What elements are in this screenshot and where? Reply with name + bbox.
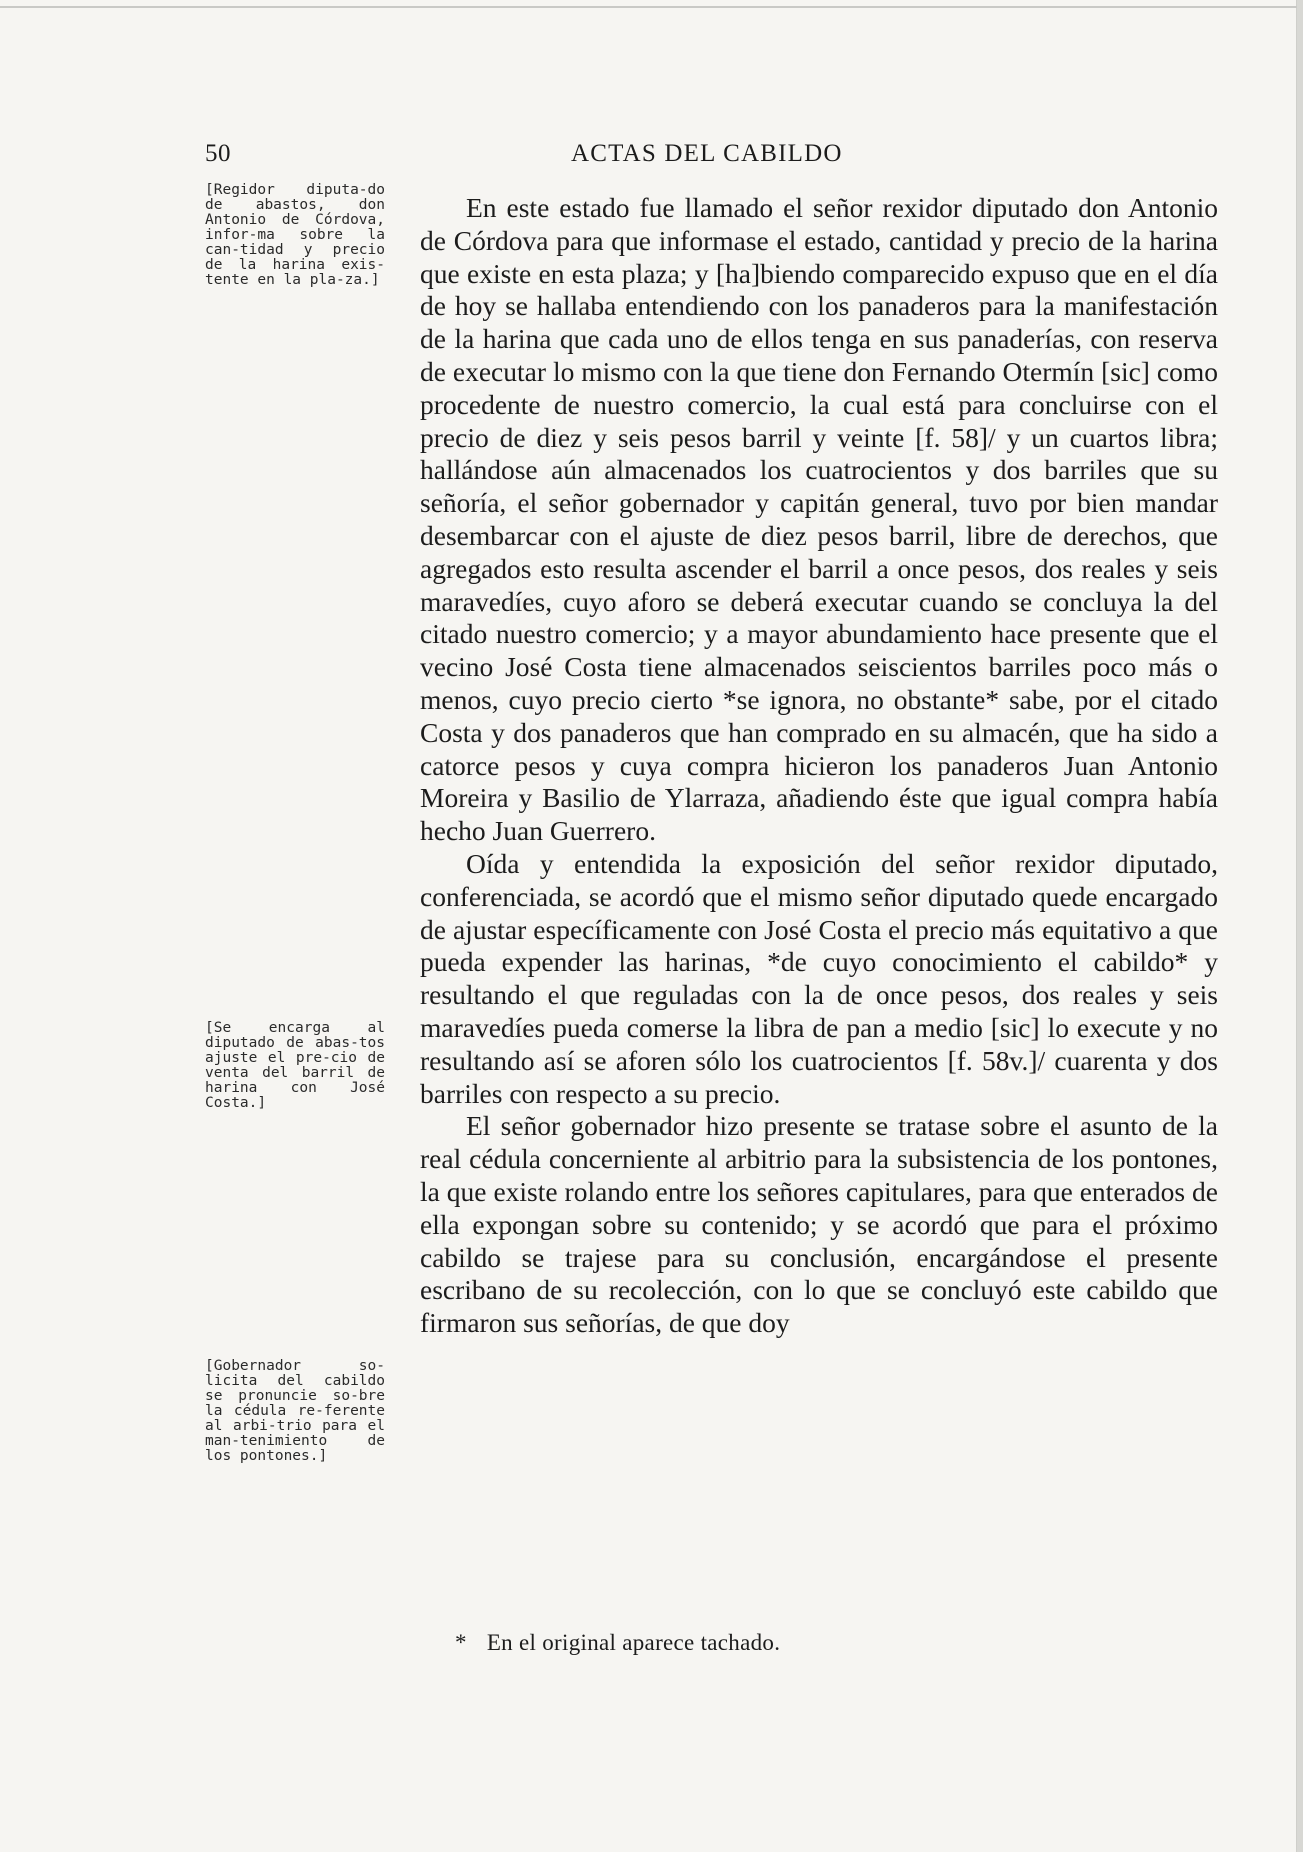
body-text <box>420 192 1218 1340</box>
scan-edge <box>0 6 1297 8</box>
margin-note: [Gobernador so-licita del cabildo se pronuncie so-bre la cédula re-ferente al arbi-trio para el man-tenimiento de los pontones.] <box>205 1358 385 1464</box>
margin-note: [Regidor diputa-do de abastos, don Antonio de Córdova, infor-ma sobre la can-tidad y precio de la harina exis-tente en la pla-za.] <box>205 182 385 288</box>
paragraph: El señor gobernador hizo presente se tratase sobre el asunto de la real cédula concerniente al arbitrio para la subsistencia de los pontones, la que existe rolando entre los señores capitulares, para que enterados de ella expongan sobre su contenido; y se acordó que para el próximo cabildo se trajese para su conclusión, encargándose el presente escribano de su recolección, con lo que se concluyó este cabildo que firmaron sus señorías, de que doy <box>420 1110 1218 1339</box>
margin-note: [Se encarga al diputado de abas-tos ajuste el pre-cio de venta del barril de harina con José Costa.] <box>205 1020 385 1111</box>
footnote-text: En el original aparece tachado. <box>486 1630 781 1655</box>
page-header <box>205 140 1215 174</box>
footnote <box>455 1630 780 1656</box>
paragraph: Oída y entendida la exposición del señor rexidor diputado, conferenciada, se acordó que el mismo señor diputado quede encargado de ajustar específicamente con José Costa el precio más equitativo a que pueda expender las harinas, *de cuyo conocimiento el cabildo* y resultando el que reguladas con la de once pesos, dos reales y seis maravedíes pueda comerse la libra de pan a medio [sic] lo execute y no resultando así se aforen sólo los cuatrocientos [f. 58v.]/ cuarenta y dos barriles con respecto a su precio. <box>420 847 1218 1109</box>
running-head: ACTAS DEL CABILDO <box>571 140 843 167</box>
footnote-mark: * <box>455 1630 467 1655</box>
page-number: 50 <box>205 140 231 167</box>
paragraph: En este estado fue llamado el señor rexidor diputado don Antonio de Córdova para que informase el estado, cantidad y precio de la harina que existe en esta plaza; y [ha]biendo comparecido expuso que en el día de hoy se hallaba entendiendo con los panaderos para la manifestación de la harina que cada uno de ellos tenga en sus panaderías, con reserva de executar lo mismo con la que tiene don Fernando Otermín [sic] como procedente de nuestro comercio, la cual está para concluirse con el precio de diez y seis pesos barril y veinte [f. 58]/ y un cuartos libra; hallándose aún almacenados los cuatrocientos y dos barriles que su señoría, el señor gobernador y capitán general, tuvo por bien mandar desembarcar con el ajuste de diez pesos barril, libre de derechos, que agregados esto resulta ascender el barril a once pesos, dos reales y seis maravedíes, cuyo aforo se deberá executar cuando se concluya la del citado nuestro comercio; y a mayor abundamiento hace presente que el vecino José Costa tiene almacenados seiscientos barriles poco más o menos, cuyo precio cierto *se ignora, no obstante* sabe, por el citado Costa y dos panaderos que han comprado en su almacén, que ha sido a catorce pesos y cuya compra hicieron los panaderos Juan Antonio Moreira y Basilio de Ylarraza, añadiendo éste que igual compra había hecho Juan Guerrero. <box>420 192 1218 847</box>
